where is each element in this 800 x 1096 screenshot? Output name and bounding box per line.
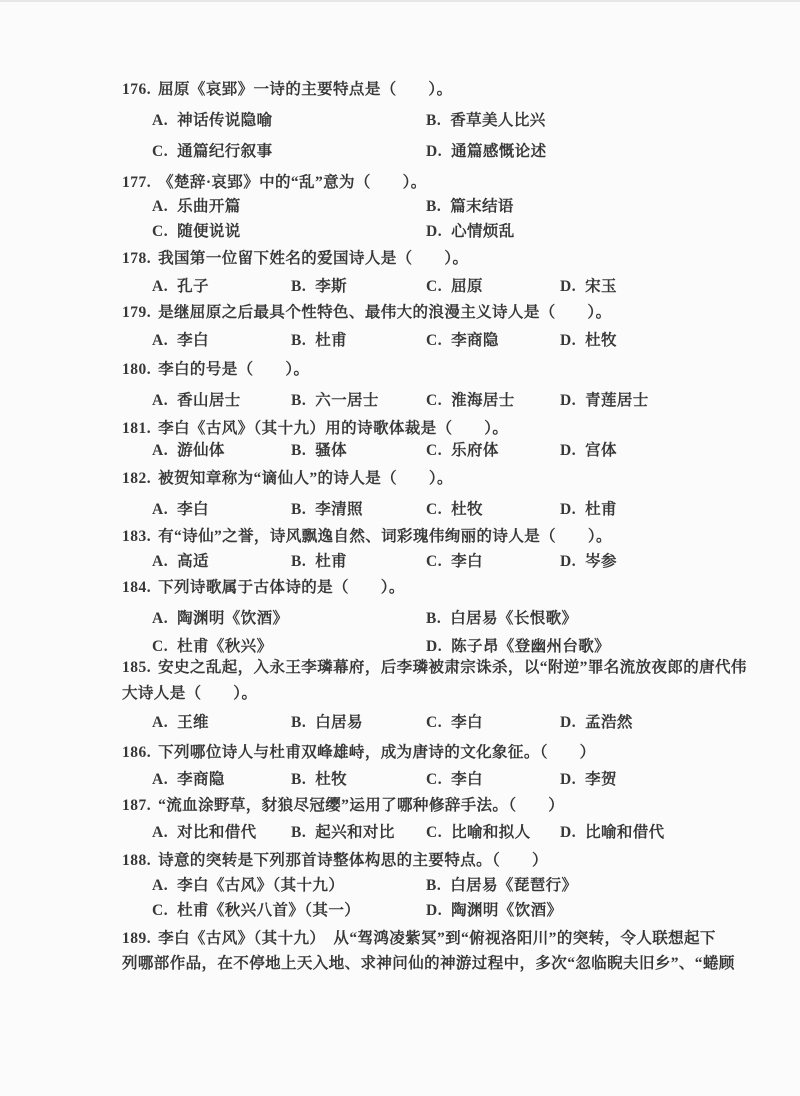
option-label: C. [426, 714, 443, 731]
option-label: D. [560, 332, 577, 349]
option-text: 游仙体 [177, 442, 225, 459]
question-text: 列哪部作品，在不停地上天入地、求神问仙的神游过程中，多次“忽临睨夫旧乡”、“蜷顾 [122, 955, 735, 972]
option-label: A. [152, 278, 169, 295]
option-item [560, 440, 617, 462]
option-label: D. [560, 392, 577, 409]
option-text: 杜甫《秋兴》 [177, 638, 273, 655]
question-number: 182. [122, 470, 152, 487]
option-text: 乐曲开篇 [177, 198, 241, 215]
option-text: 陶渊明《饮酒》 [177, 610, 289, 627]
question-number: 176. [122, 81, 152, 98]
option-label: A. [152, 610, 169, 627]
question-line [0, 850, 800, 872]
option-item [152, 769, 225, 791]
option-item [426, 276, 483, 298]
option-text: 香山居士 [177, 392, 241, 409]
option-text: 六一居士 [315, 392, 379, 409]
option-item [291, 822, 395, 844]
option-text: 李白 [177, 332, 209, 349]
options-row [0, 875, 800, 897]
option-item [560, 769, 617, 791]
option-text: 对比和借代 [177, 824, 257, 841]
option-label: B. [291, 553, 307, 570]
options-row [0, 330, 800, 352]
option-item [152, 822, 257, 844]
option-item [291, 330, 347, 352]
option-label: C. [426, 278, 443, 295]
option-item [152, 196, 241, 218]
question-text: “流血涂野草，豺狼尽冠缨”运用了哪种修辞手法。（ ） [158, 797, 565, 814]
option-text: 高适 [177, 553, 209, 570]
option-item [560, 330, 617, 352]
option-label: A. [152, 198, 169, 215]
option-text: 随便说说 [177, 223, 241, 240]
option-label: B. [426, 877, 442, 894]
option-text: 屈原 [451, 278, 483, 295]
option-label: D. [560, 714, 577, 731]
option-text: 李白 [451, 771, 483, 788]
question-number: 178. [122, 250, 152, 267]
option-text: 岑参 [585, 553, 617, 570]
option-text: 李商隐 [177, 771, 225, 788]
option-text: 杜牧 [451, 501, 483, 518]
option-item [152, 608, 288, 630]
question-text: 屈原《哀郢》一诗的主要特点是（ ）。 [158, 81, 453, 98]
option-label: D. [560, 824, 577, 841]
option-item [152, 276, 209, 298]
option-text: 淮海居士 [451, 392, 515, 409]
option-item [426, 110, 546, 132]
option-label: A. [152, 771, 169, 788]
option-item [152, 712, 209, 734]
question-line [0, 526, 800, 548]
question-line [0, 302, 800, 324]
option-item [426, 900, 562, 922]
option-label: D. [560, 771, 577, 788]
option-label: B. [291, 442, 307, 459]
option-text: 李白 [451, 714, 483, 731]
option-item [152, 499, 209, 521]
option-text: 孟浩然 [585, 714, 633, 731]
option-label: B. [291, 332, 307, 349]
option-item [152, 551, 209, 573]
option-item [291, 390, 379, 412]
question-line [0, 248, 800, 270]
option-item [426, 712, 483, 734]
option-label: B. [291, 278, 307, 295]
option-item [560, 822, 665, 844]
question-text: 安史之乱起，入永王李璘幕府，后李璘被肃宗诛杀，以“附逆”罪名流放夜郎的唐代伟 [158, 659, 747, 676]
option-label: B. [291, 714, 307, 731]
question-number: 180. [122, 361, 152, 378]
page-top-edge [0, 0, 800, 2]
option-label: C. [426, 332, 443, 349]
option-item [426, 440, 499, 462]
option-label: A. [152, 501, 169, 518]
question-text: 大诗人是（ ）。 [122, 685, 258, 702]
option-text: 宋玉 [585, 278, 617, 295]
option-text: 青莲居士 [585, 392, 649, 409]
option-item [291, 551, 347, 573]
option-label: D. [560, 278, 577, 295]
options-row [0, 276, 800, 298]
question-line [0, 79, 800, 101]
question-text: 有“诗仙”之誉，诗风飘逸自然、词彩瑰伟绚丽的诗人是（ ）。 [158, 528, 612, 545]
option-item [426, 390, 515, 412]
option-text: 宫体 [585, 442, 617, 459]
question-number: 188. [122, 852, 152, 869]
question-number: 184. [122, 579, 152, 596]
option-text: 陶渊明《饮酒》 [451, 902, 563, 919]
option-text: 杜甫 [315, 332, 348, 349]
option-text: 李贺 [585, 771, 617, 788]
option-text: 陈子昂《登幽州台歌》 [451, 638, 611, 655]
options-row [0, 608, 800, 630]
option-item [426, 330, 499, 352]
question-line [0, 468, 800, 490]
option-label: B. [291, 392, 307, 409]
option-text: 心情烦乱 [451, 223, 515, 240]
option-label: B. [291, 771, 307, 788]
option-item [152, 900, 360, 922]
option-text: 起兴和对比 [315, 824, 395, 841]
option-item [426, 499, 483, 521]
option-text: 白居易 [315, 714, 363, 731]
question-number: 179. [122, 304, 152, 321]
question-text: 下列哪位诗人与杜甫双峰雄峙，成为唐诗的文化象征。（ ） [158, 744, 596, 761]
option-text: 王维 [177, 714, 209, 731]
options-row [0, 440, 800, 462]
question-line [0, 953, 800, 975]
question-text: 诗意的突转是下列那首诗整体构思的主要特点。（ ） [158, 852, 548, 869]
question-text: 李白《古风》（其十九）用的诗歌体裁是（ ）。 [158, 420, 509, 437]
option-text: 李清照 [315, 501, 363, 518]
option-label: C. [426, 501, 443, 518]
option-label: B. [426, 610, 442, 627]
option-label: A. [152, 553, 169, 570]
option-label: A. [152, 824, 169, 841]
option-text: 通篇感慨论述 [451, 143, 547, 160]
option-text: 通篇纪行叙事 [177, 143, 273, 160]
question-text: 被贺知章称为“谪仙人”的诗人是（ ）。 [158, 470, 453, 487]
option-text: 白居易《长恨歌》 [450, 610, 578, 627]
option-item [291, 712, 363, 734]
option-label: A. [152, 714, 169, 731]
option-item [560, 499, 617, 521]
option-label: A. [152, 392, 169, 409]
option-label: B. [291, 824, 307, 841]
option-label: C. [426, 392, 443, 409]
option-text: 比喻和拟人 [451, 824, 531, 841]
option-item [560, 276, 617, 298]
option-text: 杜甫 [585, 501, 617, 518]
question-number: 181. [122, 420, 152, 437]
option-item [426, 196, 514, 218]
options-row [0, 900, 800, 922]
question-text: 我国第一位留下姓名的爱国诗人是（ ）。 [158, 250, 469, 267]
option-item [152, 110, 272, 132]
option-text: 孔子 [177, 278, 209, 295]
option-label: D. [560, 501, 577, 518]
options-row [0, 769, 800, 791]
options-row [0, 110, 800, 132]
question-number: 183. [122, 528, 152, 545]
option-label: B. [426, 198, 442, 215]
option-label: B. [426, 112, 442, 129]
option-label: D. [426, 638, 443, 655]
option-item [426, 221, 515, 243]
option-label: D. [426, 902, 443, 919]
option-item [426, 551, 483, 573]
options-row [0, 390, 800, 412]
options-row [0, 551, 800, 573]
option-item [152, 330, 209, 352]
options-row [0, 196, 800, 218]
question-text: 《楚辞·哀郢》中的“乱”意为（ ）。 [158, 174, 427, 191]
options-row [0, 499, 800, 521]
question-line [0, 418, 800, 440]
option-text: 香草美人比兴 [450, 112, 546, 129]
option-text: 篇末结语 [450, 198, 514, 215]
option-text: 杜甫《秋兴八首》（其一） [177, 902, 361, 919]
options-row [0, 712, 800, 734]
option-label: D. [560, 442, 577, 459]
question-line [0, 577, 800, 599]
question-number: 189. [122, 930, 152, 947]
question-text: 是继屈原之后最具个性特色、最伟大的浪漫主义诗人是（ ）。 [158, 304, 612, 321]
option-item [426, 822, 531, 844]
question-line [0, 683, 800, 705]
option-label: A. [152, 112, 169, 129]
question-text: 李白的号是（ ）。 [158, 361, 310, 378]
option-item [560, 390, 649, 412]
option-label: A. [152, 877, 169, 894]
options-row [0, 636, 800, 658]
option-label: A. [152, 332, 169, 349]
option-label: A. [152, 442, 169, 459]
option-label: C. [152, 143, 169, 160]
question-line [0, 928, 800, 950]
option-text: 杜牧 [315, 771, 348, 788]
option-text: 李白 [177, 501, 209, 518]
option-item [426, 875, 577, 897]
option-text: 白居易《琵琶行》 [450, 877, 578, 894]
option-text: 骚体 [315, 442, 348, 459]
option-label: B. [291, 501, 307, 518]
option-item [152, 221, 241, 243]
option-text: 李斯 [315, 278, 348, 295]
option-label: C. [152, 223, 169, 240]
option-item [426, 769, 483, 791]
option-label: C. [426, 771, 443, 788]
question-text: 李白《古风》（其十九） 从“驾鸿凌紫冥”到“俯视洛阳川”的突转，令人联想起下 [158, 930, 716, 947]
option-label: D. [560, 553, 577, 570]
question-number: 186. [122, 744, 152, 761]
option-text: 杜甫 [315, 553, 348, 570]
option-item [291, 440, 347, 462]
question-line [0, 172, 800, 194]
option-item [152, 636, 272, 658]
option-text: 神话传说隐喻 [177, 112, 273, 129]
option-item [291, 769, 347, 791]
option-item [291, 499, 363, 521]
option-text: 李白 [451, 553, 483, 570]
option-item [560, 712, 633, 734]
option-label: D. [426, 143, 443, 160]
option-item [152, 440, 225, 462]
option-item [426, 141, 546, 163]
question-text: 下列诗歌属于古体诗的是（ ）。 [158, 579, 405, 596]
option-text: 李商隐 [451, 332, 499, 349]
option-label: C. [152, 902, 169, 919]
question-number: 177. [122, 174, 152, 191]
question-line [0, 657, 800, 679]
option-label: C. [426, 824, 443, 841]
option-text: 比喻和借代 [585, 824, 665, 841]
option-item [560, 551, 617, 573]
question-number: 185. [122, 659, 152, 676]
question-line [0, 742, 800, 764]
option-item [152, 875, 344, 897]
options-row [0, 822, 800, 844]
question-number: 187. [122, 797, 152, 814]
option-label: C. [426, 553, 443, 570]
option-item [152, 141, 272, 163]
question-line [0, 359, 800, 381]
option-label: D. [426, 223, 443, 240]
options-row [0, 141, 800, 163]
option-item [291, 276, 347, 298]
options-row [0, 221, 800, 243]
question-line [0, 795, 800, 817]
option-label: C. [152, 638, 169, 655]
option-text: 李白《古风》（其十九） [177, 877, 345, 894]
option-text: 乐府体 [451, 442, 499, 459]
option-item [426, 636, 610, 658]
option-item [152, 390, 241, 412]
option-text: 杜牧 [585, 332, 617, 349]
option-label: C. [426, 442, 443, 459]
option-item [426, 608, 577, 630]
